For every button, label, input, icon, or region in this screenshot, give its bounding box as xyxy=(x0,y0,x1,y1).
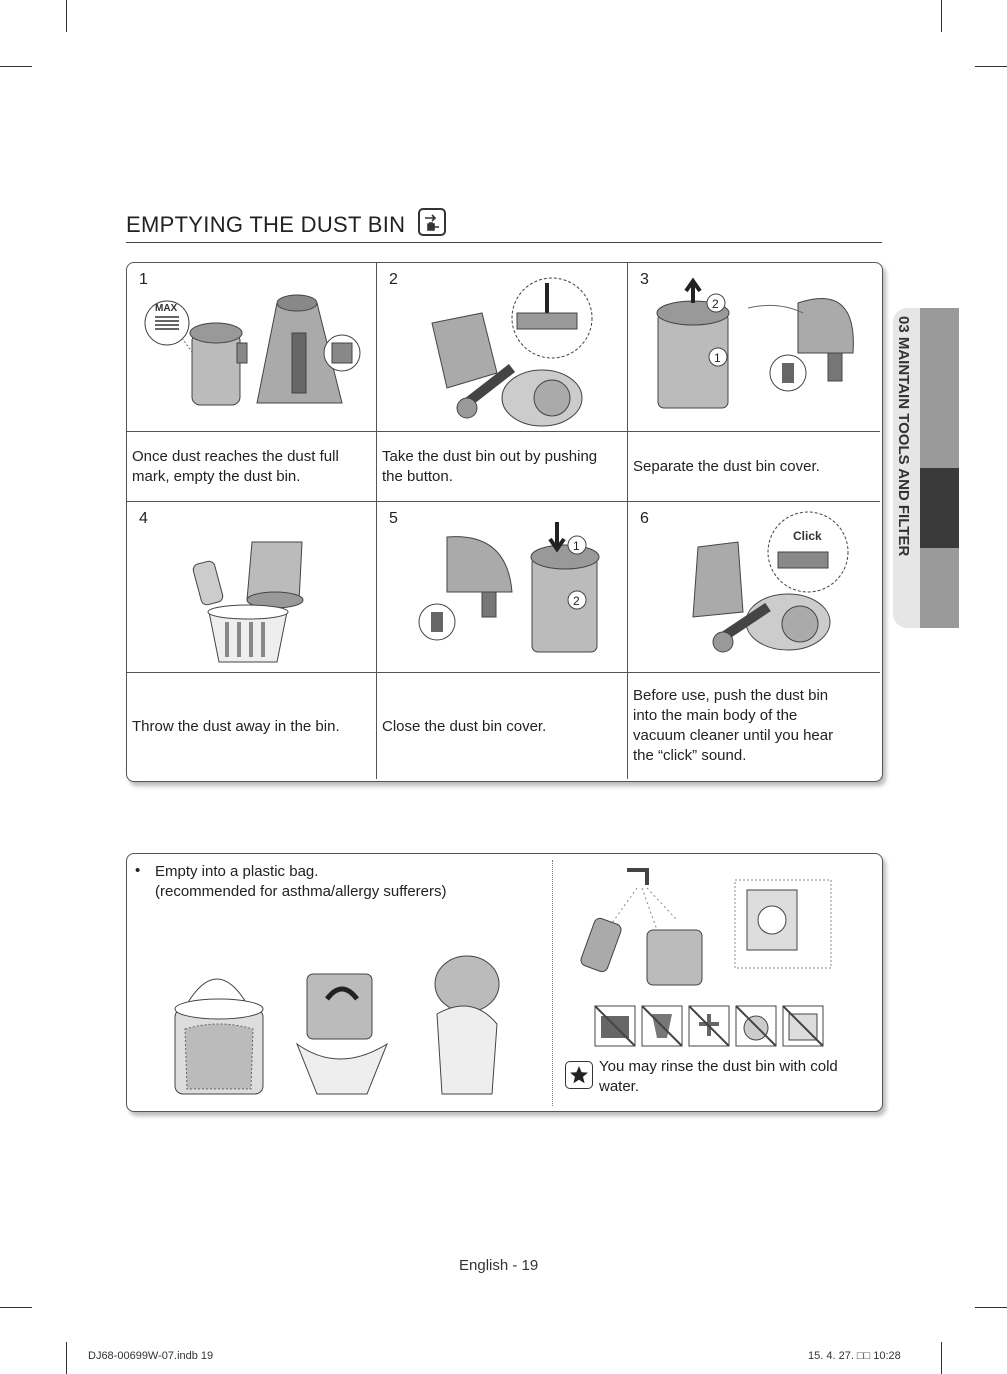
step-caption: Once dust reaches the dust full mark, empty the dust bin. xyxy=(132,448,339,485)
insert-bin-illustration xyxy=(638,512,873,662)
file-info: DJ68-00699W-07.indb 19 xyxy=(88,1350,214,1362)
step-number: 3 xyxy=(640,271,649,288)
chapter-tab-label: 03 MAINTAIN TOOLS AND FILTER xyxy=(895,316,912,557)
crop-mark xyxy=(941,0,942,32)
page-number: English - 19 xyxy=(459,1257,539,1274)
step-caption: Throw the dust away in the bin. xyxy=(132,718,340,735)
svg-text:2: 2 xyxy=(712,297,719,311)
rinse-note-text: You may rinse the dust bin with cold water. xyxy=(599,1058,838,1095)
step-caption: Close the dust bin cover. xyxy=(382,718,547,735)
bullet-subtext: (recommended for asthma/allergy sufferers) xyxy=(155,883,447,900)
close-cover-illustration xyxy=(387,512,617,662)
do-not-dry-icons xyxy=(593,1004,828,1049)
print-date: 15. 4. 27. □□ 10:28 xyxy=(808,1350,901,1362)
step-2 xyxy=(377,263,627,501)
throw-dust-illustration xyxy=(137,512,367,662)
rinse-illustration xyxy=(567,860,867,1010)
crop-mark xyxy=(975,66,1007,67)
bullet-dot: • xyxy=(135,862,141,879)
crop-mark xyxy=(66,0,67,32)
crop-mark xyxy=(975,1307,1007,1308)
dust-full-illustration xyxy=(137,273,367,423)
step-number: 1 xyxy=(139,271,148,288)
step-4 xyxy=(127,502,376,780)
crop-mark xyxy=(66,1342,67,1374)
step-number: 4 xyxy=(139,510,148,527)
crop-mark xyxy=(0,66,32,67)
step-caption: Separate the dust bin cover. xyxy=(633,458,820,475)
step-caption: Before use, push the dust bin into the main body of the vacuum cleaner until you hear the “click” sound. xyxy=(633,687,834,764)
steps-panel xyxy=(126,262,883,782)
step-6 xyxy=(628,502,880,780)
svg-text:1: 1 xyxy=(573,539,580,553)
section-header xyxy=(126,206,882,243)
star-note-icon xyxy=(565,1061,593,1089)
page-title: EMPTYING THE DUST BIN xyxy=(126,212,406,237)
svg-text:2: 2 xyxy=(573,594,580,608)
svg-text:1: 1 xyxy=(714,351,721,365)
crop-mark xyxy=(0,1307,32,1308)
step-1 xyxy=(127,263,376,501)
step-5 xyxy=(377,502,627,780)
step-number: 2 xyxy=(389,271,398,288)
step-caption: Take the dust bin out by pushing the button. xyxy=(382,448,598,485)
plug-unplug-icon xyxy=(418,208,446,236)
remove-bin-illustration xyxy=(387,273,617,423)
bullet-text: Empty into a plastic bag. xyxy=(155,863,319,880)
plastic-bag-illustration xyxy=(147,954,527,1104)
note-panel xyxy=(126,853,883,1112)
separate-cover-illustration xyxy=(638,273,873,423)
step-number: 5 xyxy=(389,510,398,527)
crop-mark xyxy=(941,1342,942,1374)
step-number: 6 xyxy=(640,510,649,527)
click-label: Click xyxy=(793,529,822,543)
max-label: MAX xyxy=(155,303,178,314)
step-3 xyxy=(628,263,880,501)
